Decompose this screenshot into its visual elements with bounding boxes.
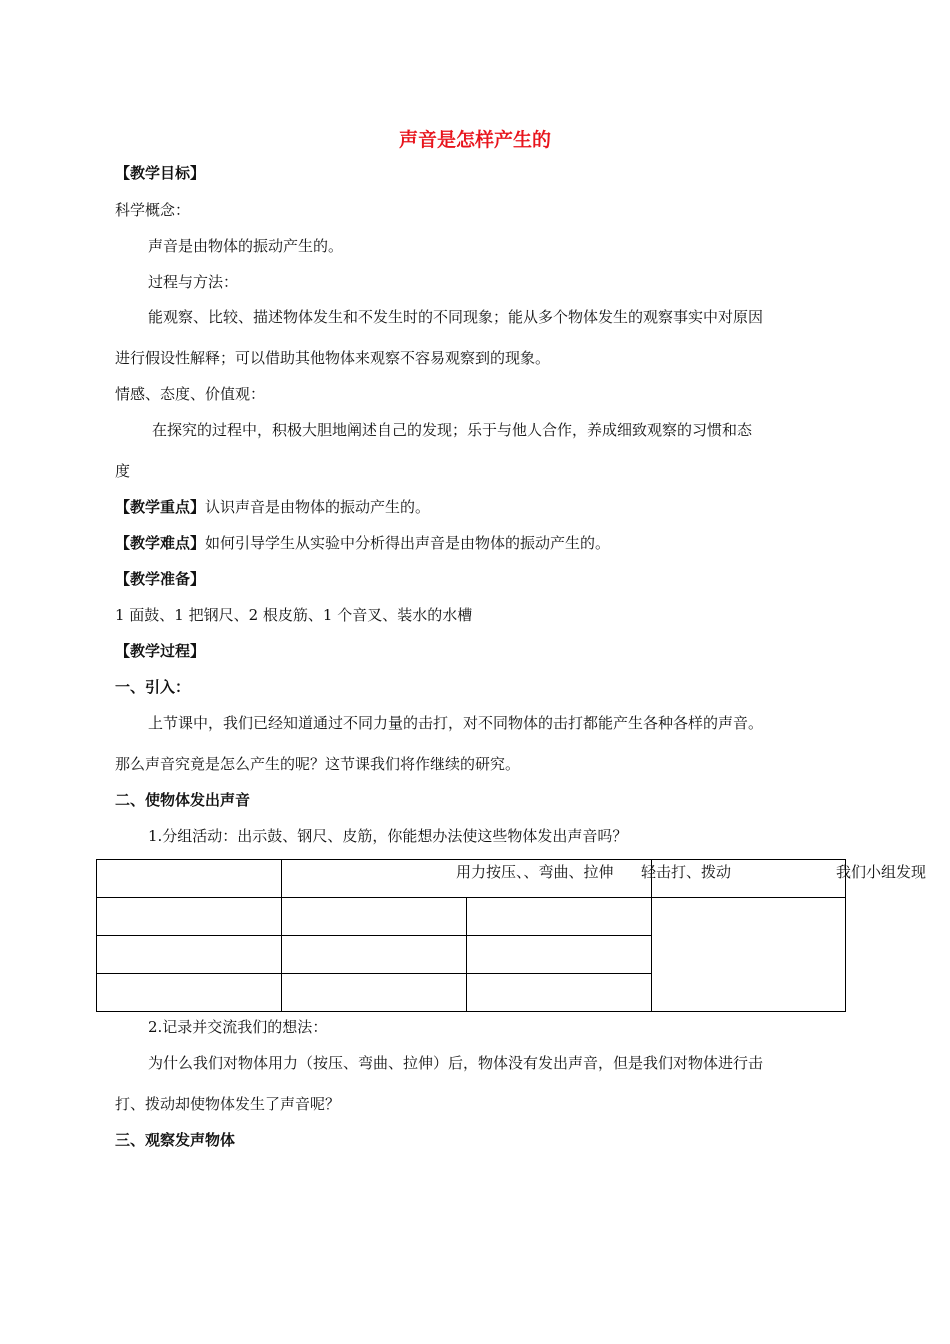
science-concept-text: 声音是由物体的振动产生的。 <box>148 237 344 255</box>
activity-1-text: 1.分组活动：出示鼓、钢尺、皮筋，你能想办法使这些物体发出声音吗？ <box>148 827 628 845</box>
key-point-text: 认识声音是由物体的振动产生的。 <box>205 498 431 516</box>
table-header-findings: 我们小组发现 <box>836 863 927 881</box>
table-row-divider <box>96 973 652 974</box>
section-2-heading: 二、使物体发出声音 <box>115 791 251 809</box>
document-title: 声音是怎样产生的 <box>398 129 551 151</box>
science-concept-label: 科学概念： <box>115 201 191 219</box>
observation-table <box>96 859 927 1012</box>
table-col-divider <box>466 897 467 1012</box>
activity-2-text-2: 打、拨动却使物体发生了声音呢？ <box>115 1095 341 1113</box>
preparation-heading: 【教学准备】 <box>115 570 206 588</box>
table-row-divider <box>96 935 652 936</box>
table-row-divider <box>96 897 846 898</box>
table-border-left <box>96 859 97 1012</box>
table-border-bottom <box>96 1011 846 1012</box>
emotion-text-2: 度 <box>115 462 131 480</box>
difficulty-text: 如何引导学生从实验中分析得出声音是由物体的振动产生的。 <box>205 534 611 552</box>
key-point-line <box>115 497 430 517</box>
section-1-heading: 一、引入： <box>115 678 191 696</box>
section-1-text-1: 上节课中，我们已经知道通过不同力量的击打，对不同物体的击打都能产生各种各样的声音。 <box>148 714 764 732</box>
table-border-top <box>96 859 846 860</box>
table-header-tap: 轻击打、拨动 <box>641 863 732 881</box>
process-method-text-2: 进行假设性解释；可以借助其他物体来观察不容易观察到的现象。 <box>115 349 551 367</box>
difficulty-label: 【教学难点】 <box>115 534 206 552</box>
activity-2-text-1: 为什么我们对物体用力（按压、弯曲、拉伸）后，物体没有发出声音，但是我们对物体进行击 <box>148 1054 764 1072</box>
process-method-text-1: 能观察、比较、描述物体发生和不发生时的不同现象；能从多个物体发生的观察事实中对原因 <box>148 308 764 326</box>
teaching-goal-heading: 【教学目标】 <box>115 164 206 182</box>
difficulty-line <box>115 533 610 553</box>
key-point-label: 【教学重点】 <box>115 498 206 516</box>
section-1-text-2: 那么声音究竟是怎么产生的呢？这节课我们将作继续的研究。 <box>115 755 521 773</box>
process-method-label: 过程与方法： <box>148 273 239 291</box>
section-3-heading: 三、观察发声物体 <box>115 1131 236 1149</box>
emotion-text-1: 在探究的过程中，积极大胆地阐述自己的发现；乐于与他人合作，养成细致观察的习惯和态 <box>152 421 753 439</box>
preparation-text: 1 面鼓、1 把钢尺、2 根皮筋、1 个音叉、装水的水槽 <box>115 606 473 624</box>
table-col-divider <box>281 859 282 1012</box>
table-header-press: 用力按压、、弯曲、拉伸 <box>456 863 614 881</box>
teaching-process-heading: 【教学过程】 <box>115 642 206 660</box>
activity-2-heading: 2.记录并交流我们的想法： <box>148 1018 328 1036</box>
emotion-label: 情感、态度、价值观： <box>115 385 266 403</box>
